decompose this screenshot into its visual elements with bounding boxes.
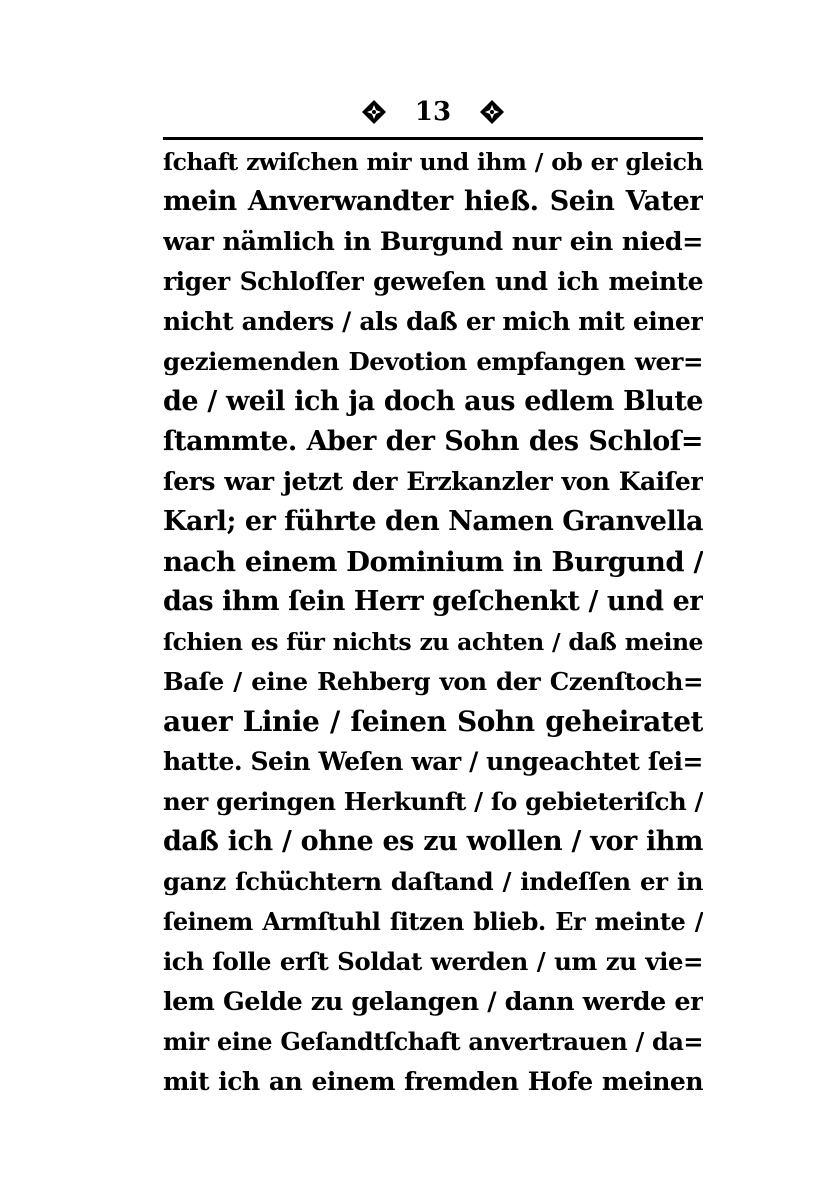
text-line: ganz ſchüchtern daſtand / indeſſen er in: [163, 867, 703, 896]
diamond-ornament-icon: [479, 99, 505, 125]
text-line: ſers war jetzt der Erzkanzler von Kaiſer: [163, 467, 703, 496]
text-line: daß ich / ohne es zu wollen / vor ihm: [163, 826, 703, 857]
text-line: de / weil ich ja doch aus edlem Blute: [163, 386, 703, 417]
text-line: ſchien es für nichts zu achten / daß meine: [163, 628, 703, 656]
page-number: 13: [414, 97, 452, 127]
text-line: mir eine Geſandtſchaft anvertrauen / da=: [163, 1027, 703, 1056]
text-line: hatte. Sein Weſen war / ungeachtet ſei=: [163, 747, 703, 776]
body-text: [163, 142, 703, 1102]
header-rule: [163, 137, 703, 140]
diamond-ornament-icon: [361, 99, 387, 125]
text-line: Baſe / eine Rehberg von der Czenſtoch=: [163, 667, 703, 696]
text-line: ſtammte. Aber der Sohn des Schloſ=: [163, 426, 703, 457]
page-header: [163, 92, 703, 132]
text-line: das ihm ſein Herr geſchenkt / und er: [163, 586, 703, 617]
text-line: geziemenden Devotion empfangen wer=: [163, 347, 703, 376]
text-line: ſeinem Armſtuhl ſitzen blieb. Er meinte /: [163, 907, 703, 936]
text-line: ich ſolle erſt Soldat werden / um zu vie=: [163, 947, 703, 976]
text-line: nicht anders / als daß er mich mit einer: [163, 307, 703, 336]
text-line: mein Anverwandter hieß. Sein Vater: [163, 186, 703, 217]
text-line: nach einem Dominium in Burgund /: [163, 546, 703, 578]
text-line: ner geringen Herkunft / ſo gebieteriſch /: [163, 787, 703, 816]
text-line: mit ich an einem fremden Hofe meinen: [163, 1067, 703, 1096]
text-line: war nämlich in Burgund nur ein nied=: [163, 227, 703, 257]
text-line: lem Gelde zu gelangen / dann werde er: [163, 987, 703, 1017]
text-line: riger Schloſſer geweſen und ich meinte: [163, 267, 703, 296]
text-line: auer Linie / ſeinen Sohn geheiratet: [163, 705, 703, 738]
text-line: Karl; er führte den Namen Granvella: [163, 506, 703, 537]
text-line: ſchaft zwiſchen mir und ihm / ob er gleich: [163, 148, 703, 176]
